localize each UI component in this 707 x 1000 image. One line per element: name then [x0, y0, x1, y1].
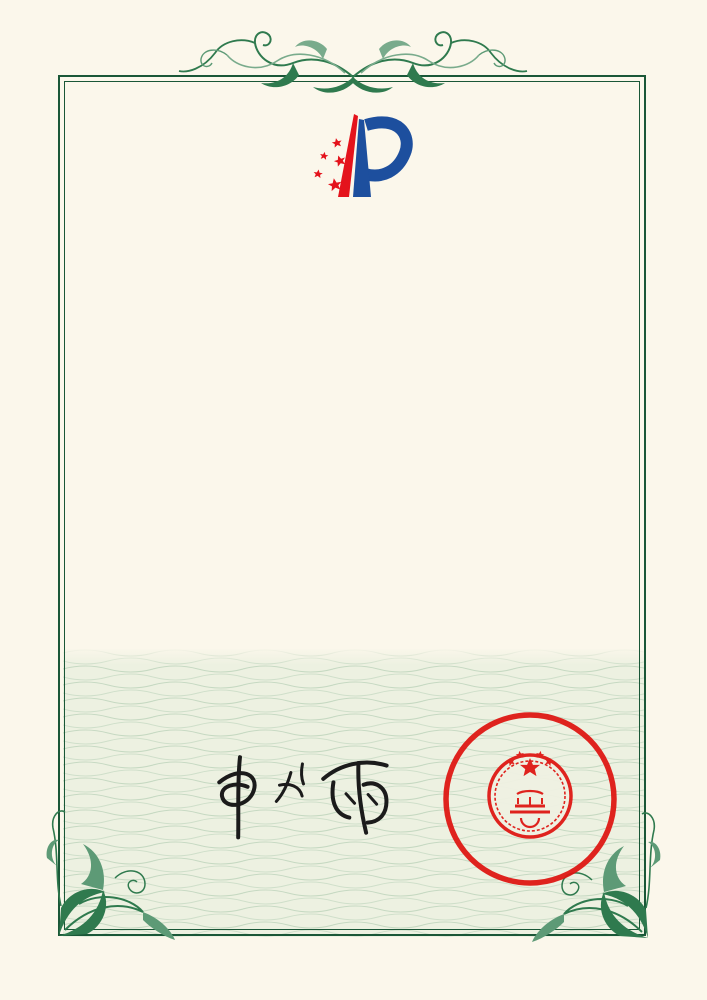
field-row-orig-inventor [94, 602, 101, 619]
official-seal [441, 710, 619, 888]
field-row-address [94, 392, 618, 409]
field-row-dates [94, 516, 654, 533]
field-row-patentee [94, 348, 194, 365]
field-row-inventor [94, 434, 194, 451]
commissioner-signature [208, 748, 396, 840]
cnipa-logo-icon [292, 104, 418, 204]
field-row-name [94, 286, 194, 303]
field-row-patent-no [94, 473, 654, 490]
qr-code-icon [542, 130, 589, 177]
barcode-icon [58, 946, 270, 961]
field-row-orig-applicant [94, 560, 101, 577]
